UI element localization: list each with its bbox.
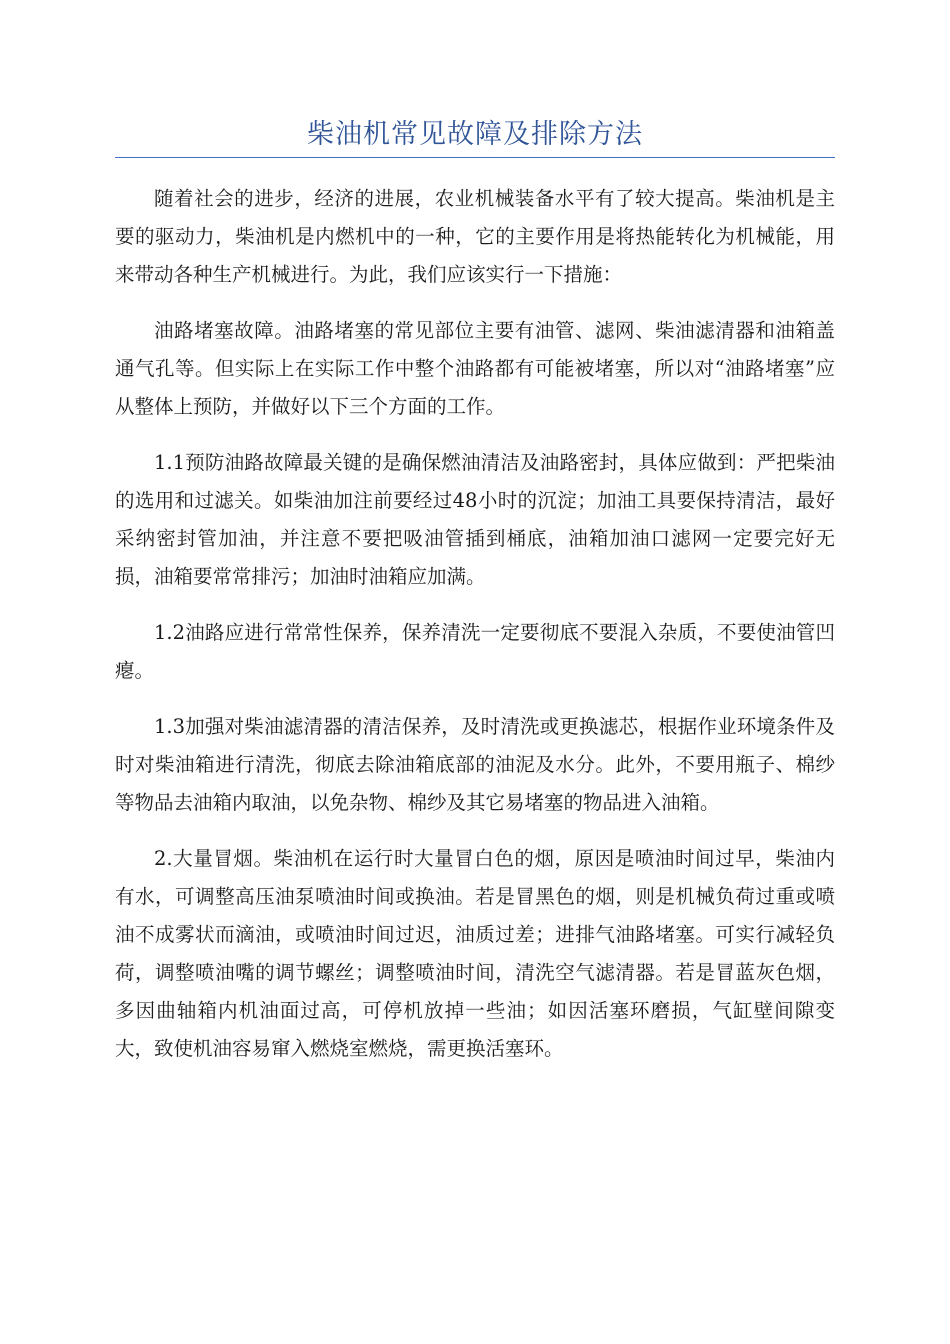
paragraph-1-1: 1.1预防油路故障最关键的是确保燃油清洁及油路密封，具体应做到：严把柴油的选用和过滤关。如柴油加注前要经过48小时的沉淀；加油工具要保持清洁，最好采纳密封管加油，并注意不要把吸油管插到桶底，油箱加油口滤网一定要完好无损，油箱要常常排污；加油时油箱应加满。 <box>115 451 835 588</box>
title-underline <box>115 157 835 158</box>
paragraph-oil-blockage: 油路堵塞故障。油路堵塞的常见部位主要有油管、滤网、柴油滤清器和油箱盖通气孔等。但实际上在实际工作中整个油路都有可能被堵塞，所以对“油路堵塞”应从整体上预防，并做好以下三个方面的工作。 <box>115 319 835 418</box>
document-page <box>115 112 835 1086</box>
paragraph-intro: 随着社会的进步，经济的进展，农业机械装备水平有了较大提高。柴油机是主要的驱动力，柴油机是内燃机中的一种，它的主要作用是将热能转化为机械能，用来带动各种生产机械进行。为此，我们应该实行一下措施： <box>115 187 835 286</box>
paragraph-2-smoke: 2.大量冒烟。柴油机在运行时大量冒白色的烟，原因是喷油时间过早，柴油内有水，可调整高压油泵喷油时间或换油。若是冒黑色的烟，则是机械负荷过重或喷油不成雾状而滴油，或喷油时间过迟，油质过差；进排气油路堵塞。可实行减轻负荷，调整喷油嘴的调节螺丝；调整喷油时间，清洗空气滤清器。若是冒蓝灰色烟，多因曲轴箱内机油面过高，可停机放掉一些油；如因活塞环磨损，气缸壁间隙变大，致使机油容易窜入燃烧室燃烧，需更换活塞环。 <box>115 847 835 1060</box>
paragraph-1-3: 1.3加强对柴油滤清器的清洁保养，及时清洗或更换滤芯，根据作业环境条件及时对柴油箱进行清洗，彻底去除油箱底部的油泥及水分。此外，不要用瓶子、棉纱等物品去油箱内取油，以免杂物、棉纱及其它易堵塞的物品进入油箱。 <box>115 715 835 814</box>
document-title: 柴油机常见故障及排除方法 <box>307 119 643 150</box>
paragraph-1-2: 1.2油路应进行常常性保养，保养清洗一定要彻底不要混入杂质，不要使油管凹瘪。 <box>115 621 835 682</box>
